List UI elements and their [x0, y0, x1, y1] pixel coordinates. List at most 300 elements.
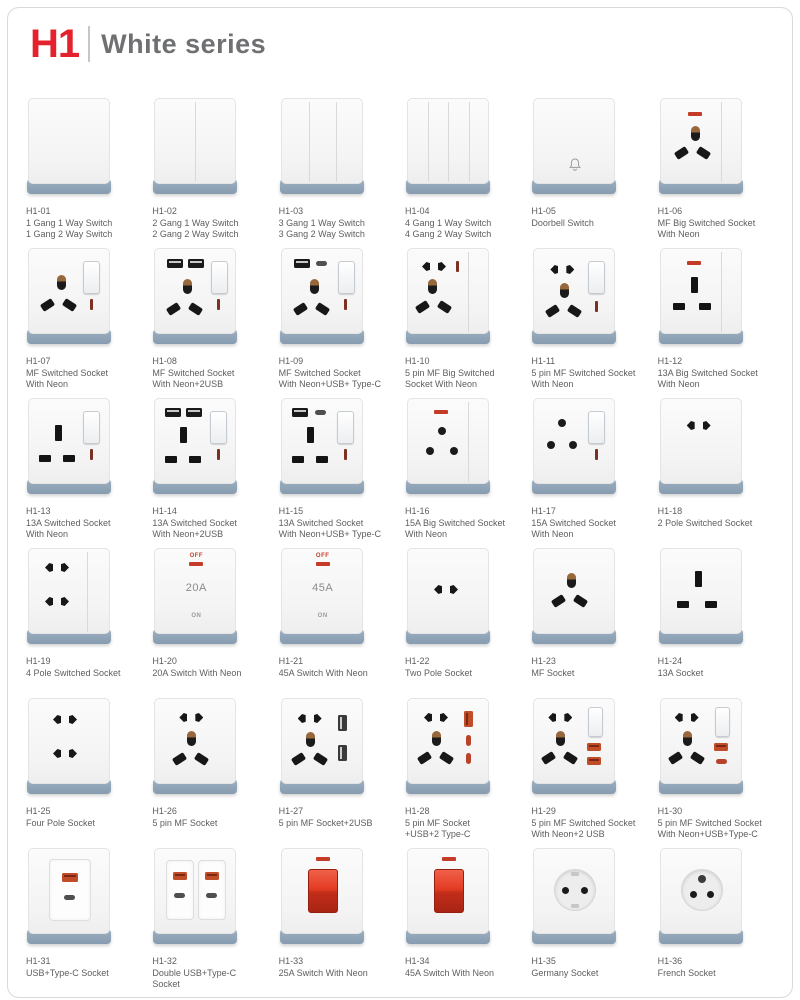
product-label: [26, 356, 146, 390]
socket-pin-hole: [69, 715, 77, 724]
plate-face: [154, 848, 236, 934]
product-name-line: 13A Big Switched Socket: [657, 368, 758, 378]
product-name-line: 5 pin MF Switched Socket: [531, 818, 636, 828]
rocker-switch: [211, 261, 228, 294]
plate-face: [154, 398, 236, 484]
socket-blade-hole: [439, 751, 454, 765]
product-name: [152, 968, 272, 990]
plate-face: [407, 698, 489, 784]
product-image: [153, 548, 237, 644]
socket-pin-hole: [440, 713, 448, 722]
plate-face: [281, 698, 363, 784]
socket-blade-hole: [573, 594, 588, 608]
product-label: [658, 506, 778, 529]
product-name-line: 15A Switched Socket: [531, 518, 616, 528]
gang-divider: [448, 102, 449, 182]
usb-c-port: [716, 759, 727, 764]
product-name-line: MF Switched Socket: [278, 368, 361, 378]
gang-divider: [721, 102, 722, 182]
usb-a-port: [464, 711, 473, 727]
neon-indicator: [442, 857, 456, 861]
product-label: [531, 806, 651, 840]
usb-a-port: [294, 259, 310, 268]
product-name-line: Germany Socket: [531, 968, 599, 978]
socket-pin-hole: [183, 279, 192, 294]
product-label: [531, 506, 651, 540]
product-image: [280, 98, 364, 194]
product-label: [658, 806, 778, 840]
product-name: [26, 518, 146, 540]
product-label: [405, 656, 525, 679]
socket-slot: [39, 455, 51, 462]
product-code: H1-06: [657, 206, 683, 216]
product-name: [405, 668, 525, 679]
plate-label: OFF: [315, 553, 330, 559]
socket-pin-hole: [306, 732, 315, 747]
product-card: [279, 848, 399, 998]
product-name-line: Two Pole Socket: [405, 668, 473, 678]
usb-c-port: [466, 753, 471, 764]
product-code: H1-21: [278, 656, 304, 666]
socket-blade-hole: [417, 751, 432, 765]
neon-indicator: [189, 562, 203, 566]
socket-blade-hole: [313, 752, 328, 766]
product-label: [531, 356, 651, 390]
product-name-line: 15A Big Switched Socket: [405, 518, 506, 528]
socket-slot: [189, 456, 201, 463]
product-name-line: 4 Gang 1 Way Switch: [405, 218, 492, 228]
usb-a-port: [188, 259, 204, 268]
plate-face: [407, 848, 489, 934]
product-name-line: 2 Pole Switched Socket: [657, 518, 753, 528]
socket-pin-hole: [567, 573, 576, 588]
gang-divider: [87, 552, 88, 632]
socket-pin-hole: [450, 447, 458, 455]
socket-pin-hole: [53, 715, 61, 724]
product-image: [659, 248, 743, 344]
product-code: H1-19: [26, 656, 51, 666]
plate-face: [28, 98, 110, 184]
plate-face: [28, 848, 110, 934]
product-name-line: 5 pin MF Socket: [152, 818, 218, 828]
socket-pin-hole: [703, 421, 711, 430]
product-name-line: Double USB+Type-C: [152, 968, 237, 978]
rocker-switch: [588, 261, 605, 294]
product-name-line: MF Switched Socket: [152, 368, 235, 378]
socket-pin-hole: [687, 421, 695, 430]
rocker-switch: [337, 411, 354, 444]
plate-face: [533, 848, 615, 934]
product-card: [26, 548, 146, 698]
product-name: [658, 368, 778, 390]
red-rocker-switch: [434, 869, 464, 913]
product-card: [658, 398, 778, 548]
rocker-switch: [210, 411, 227, 444]
product-image: [406, 248, 490, 344]
socket-pin-hole: [547, 441, 555, 449]
neon-indicator: [456, 261, 459, 272]
socket-slot: [691, 277, 698, 293]
product-card: [152, 548, 272, 698]
product-card: [405, 548, 525, 698]
product-code: H1-07: [26, 356, 51, 366]
socket-blade-hole: [291, 752, 306, 766]
usb-c-port: [64, 895, 75, 900]
product-label: [658, 206, 778, 240]
product-card: [405, 698, 525, 848]
socket-blade-hole: [437, 300, 452, 314]
product-label: [405, 206, 525, 240]
product-name-line: With Neon: [657, 229, 700, 239]
socket-slot: [307, 427, 314, 443]
product-name-line: 5 pin MF Switched Socket: [657, 818, 762, 828]
usb-c-port: [316, 261, 327, 266]
product-name-line: 45A Switch With Neon: [278, 668, 368, 678]
usb-c-port: [174, 893, 185, 898]
product-image: [27, 848, 111, 944]
socket-blade-hole: [690, 751, 705, 765]
usb-a-port: [338, 745, 347, 761]
product-image: [27, 98, 111, 194]
plate-face: [281, 398, 363, 484]
plate-face: [154, 248, 236, 334]
plate-face: [407, 248, 489, 334]
product-card: [152, 698, 272, 848]
plate-face: [154, 698, 236, 784]
socket-blade-hole: [567, 304, 582, 318]
product-label: [279, 806, 399, 829]
usb-a-port: [62, 873, 78, 882]
socket-pin-hole: [438, 262, 446, 271]
socket-pin-hole: [432, 731, 441, 746]
socket-blade-hole: [172, 752, 187, 766]
product-image: [659, 98, 743, 194]
product-label: [658, 356, 778, 390]
product-name-line: 2 Gang 1 Way Switch: [152, 218, 239, 228]
neon-indicator: [217, 299, 220, 310]
product-label: [531, 206, 651, 229]
earth-clip: [571, 872, 579, 876]
socket-pin-hole: [426, 447, 434, 455]
socket-pin-hole: [61, 597, 69, 606]
product-image: [153, 98, 237, 194]
plate-face: [28, 548, 110, 634]
socket-pin-hole: [61, 563, 69, 572]
product-name: [152, 218, 272, 240]
product-card: [279, 548, 399, 698]
socket-slot: [699, 303, 711, 310]
product-image: [406, 848, 490, 944]
product-name-line: 13A Switched Socket: [152, 518, 237, 528]
plate-face: [660, 98, 742, 184]
socket-pin-hole: [187, 731, 196, 746]
socket-pin-hole: [707, 891, 714, 898]
usb-a-port: [292, 408, 308, 417]
product-name-line: 3 Gang 1 Way Switch: [278, 218, 365, 228]
socket-blade-hole: [551, 594, 566, 608]
socket-slot: [677, 601, 689, 608]
product-code: H1-32: [152, 956, 177, 966]
product-name-line: Socket: [152, 979, 180, 989]
socket-slot: [705, 601, 717, 608]
gang-divider: [195, 102, 196, 182]
plate-face: [28, 398, 110, 484]
gang-divider: [336, 102, 337, 182]
socket-pin-hole: [45, 597, 53, 606]
product-code: H1-22: [405, 656, 430, 666]
product-image: [153, 248, 237, 344]
product-card: [531, 548, 651, 698]
product-code: H1-34: [405, 956, 430, 966]
socket-pin-hole: [683, 731, 692, 746]
product-card: [26, 248, 146, 398]
product-code: H1-13: [26, 506, 51, 516]
socket-blade-hole: [315, 302, 330, 316]
product-card: [26, 848, 146, 998]
neon-indicator: [687, 261, 701, 265]
product-image: [27, 698, 111, 794]
plate-label: OFF: [189, 553, 204, 559]
product-code: H1-26: [152, 806, 177, 816]
product-name-line: With Neon: [531, 529, 574, 539]
product-name: [152, 518, 272, 540]
plate-face: [281, 248, 363, 334]
product-name: [531, 668, 651, 679]
product-name: [279, 818, 399, 829]
rocker-switch: [338, 261, 355, 294]
product-name: [152, 668, 272, 679]
socket-blade-hole: [188, 302, 203, 316]
plate-label: 20A: [185, 582, 207, 594]
product-code: H1-30: [657, 806, 683, 816]
usb-c-port: [315, 410, 326, 415]
socket-pin-hole: [690, 891, 697, 898]
product-name: [26, 668, 146, 679]
product-name: [658, 818, 778, 840]
product-grid: [0, 68, 800, 998]
socket-slot: [63, 455, 75, 462]
product-card: [26, 698, 146, 848]
product-image: [532, 548, 616, 644]
usb-a-port: [587, 757, 601, 765]
red-rocker-switch: [308, 869, 338, 913]
socket-blade-hole: [166, 302, 181, 316]
socket-pin-hole: [569, 441, 577, 449]
socket-blade-hole: [545, 304, 560, 318]
product-card: [152, 848, 272, 998]
product-label: [658, 656, 778, 679]
product-code: H1-03: [278, 206, 304, 216]
socket-module: [166, 860, 194, 920]
product-card: [279, 698, 399, 848]
plate-face: [407, 98, 489, 184]
gang-divider: [428, 102, 429, 182]
product-image: [27, 248, 111, 344]
plate-face: [533, 698, 615, 784]
product-code: H1-10: [405, 356, 430, 366]
plate-face: [281, 848, 363, 934]
product-code: H1-33: [278, 956, 304, 966]
product-label: [405, 956, 525, 979]
product-name: [531, 218, 651, 229]
socket-blade-hole: [62, 298, 77, 312]
product-code: H1-11: [531, 356, 556, 366]
socket-pin-hole: [424, 713, 432, 722]
product-name-line: With Neon+2USB: [152, 529, 224, 539]
product-code: H1-35: [531, 956, 556, 966]
product-name-line: Four Pole Socket: [26, 818, 96, 828]
product-name-line: 4 Gang 2 Way Switch: [405, 229, 492, 239]
product-code: H1-08: [152, 356, 177, 366]
product-name-line: 5 pin MF Switched Socket: [531, 368, 636, 378]
product-name-line: 25A Switch With Neon: [278, 968, 368, 978]
product-image: [406, 98, 490, 194]
product-image: [280, 698, 364, 794]
product-label: [152, 656, 272, 679]
rocker-switch: [83, 261, 100, 294]
neon-indicator: [688, 112, 702, 116]
socket-pin-hole: [556, 731, 565, 746]
plate-face: [28, 698, 110, 784]
product-image: [659, 398, 743, 494]
plate-face: [28, 248, 110, 334]
plate-face: [660, 548, 742, 634]
product-name: [658, 218, 778, 240]
product-name: [531, 518, 651, 540]
plate-label: ON: [317, 613, 328, 619]
socket-pin-hole: [422, 262, 430, 271]
plate-face: [533, 248, 615, 334]
product-label: [405, 506, 525, 540]
neon-indicator: [344, 299, 347, 310]
product-name-line: 5 pin MF Socket: [405, 818, 471, 828]
product-label: [279, 506, 399, 540]
neon-indicator: [344, 449, 347, 460]
product-code: H1-25: [26, 806, 51, 816]
product-name: [26, 218, 146, 240]
product-card: [658, 848, 778, 998]
product-name-line: USB+Type-C Socket: [26, 968, 109, 978]
product-name-line: 45A Switch With Neon: [405, 968, 495, 978]
gang-divider: [468, 402, 469, 482]
socket-pin-hole: [179, 713, 187, 722]
product-name-line: With Neon+2USB: [152, 379, 224, 389]
gang-divider: [721, 252, 722, 332]
product-code: H1-17: [531, 506, 556, 516]
product-name-line: Doorbell Switch: [531, 218, 594, 228]
product-label: [279, 356, 399, 390]
plate-face: [660, 848, 742, 934]
product-name-line: With Neon+2 USB: [531, 829, 605, 839]
neon-indicator: [316, 857, 330, 861]
product-label: [531, 656, 651, 679]
product-name-line: MF Socket: [531, 668, 575, 678]
product-name-line: 20A Switch With Neon: [152, 668, 242, 678]
product-card: [658, 248, 778, 398]
socket-blade-hole: [696, 146, 711, 160]
series-title: White series: [101, 28, 267, 59]
product-name: [405, 368, 525, 390]
socket-pin-hole: [560, 283, 569, 298]
product-image: [406, 698, 490, 794]
usb-a-port: [165, 408, 181, 417]
product-name: [658, 518, 778, 529]
product-name-line: 1 Gang 2 Way Switch: [26, 229, 113, 239]
socket-pin-hole: [195, 713, 203, 722]
plate-face: [154, 548, 236, 634]
product-label: [26, 806, 146, 829]
product-name-line: MF Switched Socket: [26, 368, 109, 378]
product-name-line: MF Big Switched Socket: [657, 218, 756, 228]
plate-face: [407, 398, 489, 484]
product-name-line: With Neon: [26, 379, 69, 389]
product-name: [279, 218, 399, 240]
product-label: [152, 356, 272, 390]
product-code: H1-12: [657, 356, 683, 366]
socket-pin-hole: [45, 563, 53, 572]
product-image: [406, 398, 490, 494]
product-label: [405, 806, 525, 840]
product-name-line: 13A Switched Socket: [278, 518, 364, 528]
socket-pin-hole: [69, 749, 77, 758]
socket-blade-hole: [194, 752, 209, 766]
plate-label: ON: [191, 613, 202, 619]
plate-face: [533, 398, 615, 484]
product-label: [279, 206, 399, 240]
product-name-line: 5 pin MF Big Switched: [405, 368, 495, 378]
socket-pin-hole: [691, 126, 700, 141]
product-name-line: 2 Gang 2 Way Switch: [152, 229, 239, 239]
socket-pin-hole: [310, 279, 319, 294]
neon-indicator: [90, 449, 93, 460]
product-name-line: With Neon: [26, 529, 69, 539]
socket-pin-hole: [566, 265, 574, 274]
product-name: [531, 968, 651, 979]
product-card: [405, 98, 525, 248]
product-card: [531, 398, 651, 548]
usb-a-port: [205, 872, 219, 880]
product-code: H1-29: [531, 806, 556, 816]
product-name-line: With Neon: [657, 379, 700, 389]
product-image: [532, 698, 616, 794]
product-card: [279, 398, 399, 548]
product-name-line: +USB+2 Type-C: [405, 829, 471, 839]
product-image: [280, 548, 364, 644]
socket-module: [198, 860, 226, 920]
product-name-line: With Neon+USB+ Type-C: [278, 529, 382, 539]
product-card: [152, 398, 272, 548]
product-image: [659, 548, 743, 644]
product-label: [152, 506, 272, 540]
rocker-switch: [588, 411, 605, 444]
socket-pin-hole: [564, 713, 572, 722]
product-name-line: 5 pin MF Socket+2USB: [278, 818, 373, 828]
socket-pin-hole: [53, 749, 61, 758]
usb-c-port: [466, 735, 471, 746]
product-code: H1-05: [531, 206, 556, 216]
product-code: H1-02: [152, 206, 177, 216]
socket-pin-hole: [314, 714, 322, 723]
neon-indicator: [434, 410, 448, 414]
socket-slot: [673, 303, 685, 310]
product-code: H1-28: [405, 806, 430, 816]
product-image: [153, 398, 237, 494]
socket-pin-hole: [691, 713, 699, 722]
product-code: H1-23: [531, 656, 556, 666]
product-name: [26, 818, 146, 829]
socket-pin-hole: [675, 713, 683, 722]
socket-slot: [180, 427, 187, 443]
